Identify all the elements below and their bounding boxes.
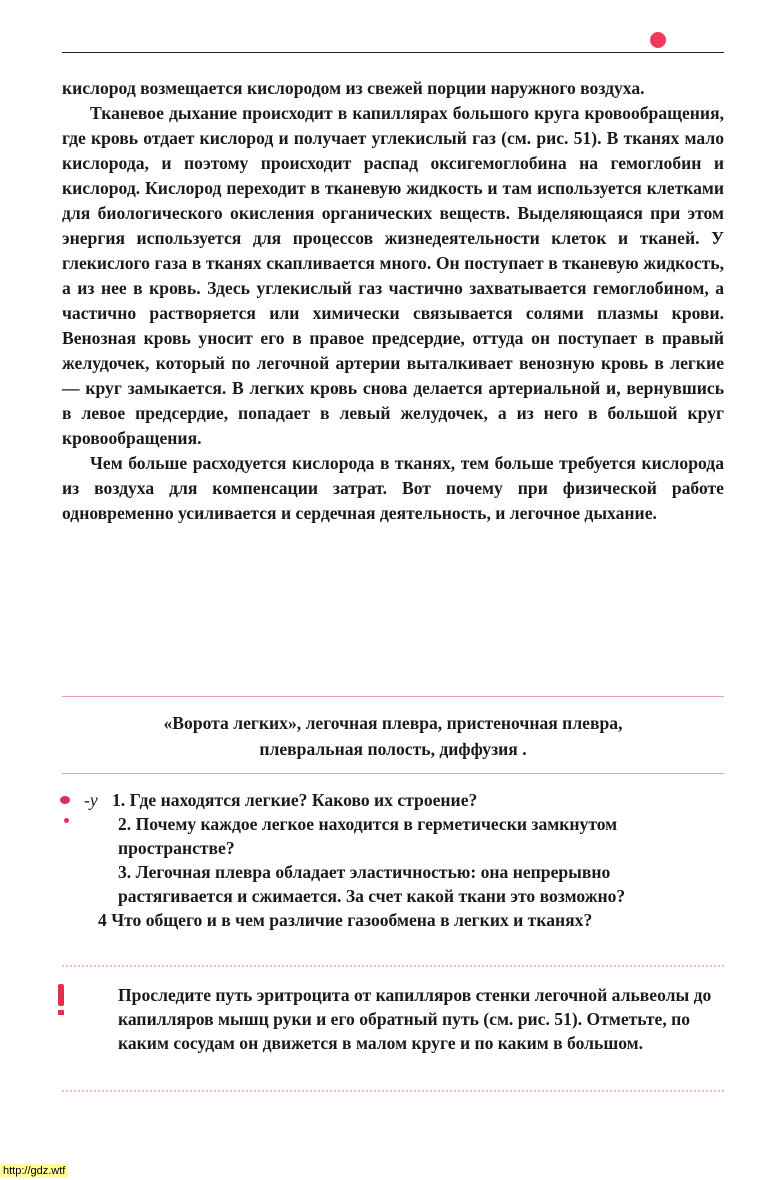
keywords-block [62, 710, 724, 762]
keywords-bottom-rule [62, 773, 724, 774]
paragraph: кислород возмещается кислородом из свежей порции наружного воздуха. [62, 78, 645, 98]
chapter-marker-dot [650, 32, 666, 48]
task-text: Проследите путь эритроцита от капилляров стенки легочной альвеолы до капилляров мышц руки и его обратный путь (см. рис. 51). Отметьте, по каким сосудам он движется в малом круге и по каким в большом. [118, 985, 712, 1053]
question-item: 4 Что общего и в чем различие газообмена в легких и тканях? [98, 910, 593, 930]
dotted-divider [62, 965, 724, 967]
exclamation-icon [58, 984, 64, 1006]
keywords-line: «Ворота легких», легочная плевра, пристеночная плевра, [163, 713, 623, 733]
exclamation-dot-icon [58, 1010, 64, 1015]
questions-list [84, 788, 728, 932]
question-item: 3. Легочная плевра обладает эластичностью: она непрерывно растягивается и сжимается. За счет какой ткани это возможно? [118, 862, 626, 906]
footer-link[interactable]: http://gdz.wtf [0, 1164, 68, 1178]
question-item [84, 788, 728, 812]
keywords-top-rule [62, 696, 724, 697]
question-marker: -у [84, 790, 98, 810]
question-mark-dot-icon [64, 818, 69, 823]
keywords-line: плевральная полость, диффузия . [259, 739, 527, 759]
paragraph: Чем больше расходуется кислорода в тканях, тем больше требуется кислорода из воздуха для компенсации затрат. Вот почему при физической работе одновременно усиливается и сердечная деятельность, и легочное дыхание. [62, 453, 724, 523]
header-rule [62, 52, 724, 53]
paragraph: Тканевое дыхание происходит в капиллярах большого круга кровообращения, где кровь отдает кислород и получает углекислый газ (см. рис. 51). В тканях мало кислорода, и поэтому происходит распад оксигемоглобина на гемоглобин и кислород. Кислород переходит в тканевую жидкость и там используется клетками для биологического окисления органических веществ. Выделяющаяся при этом энергия используется для процессов жизнедеятельности клеток и тканей. У глекислого газа в тканях скапливается много. Он поступает в тканевую жидкость, а из нее в кровь. Здесь углекислый газ частично захватывается гемоглобином, а частично растворяется или химически связывается солями плазмы крови. Венозная кровь уносит его в правое предсердие, оттуда он поступает в правый желудочек, который по легочной артерии выталкивает венозную кровь в легкие — круг замыкается. В легких кровь снова делается артериальной и, вернувшись в левое предсердие, попадает в левый желудочек, а из него в большой круг кровообращения. [62, 103, 724, 448]
question-text: 1. Где находятся легкие? Каково их строение? [112, 790, 478, 810]
body-text [62, 76, 724, 526]
question-mark-icon [60, 796, 70, 804]
question-item: 2. Почему каждое легкое находится в герметически замкнутом пространстве? [118, 814, 618, 858]
dotted-divider [62, 1090, 724, 1092]
